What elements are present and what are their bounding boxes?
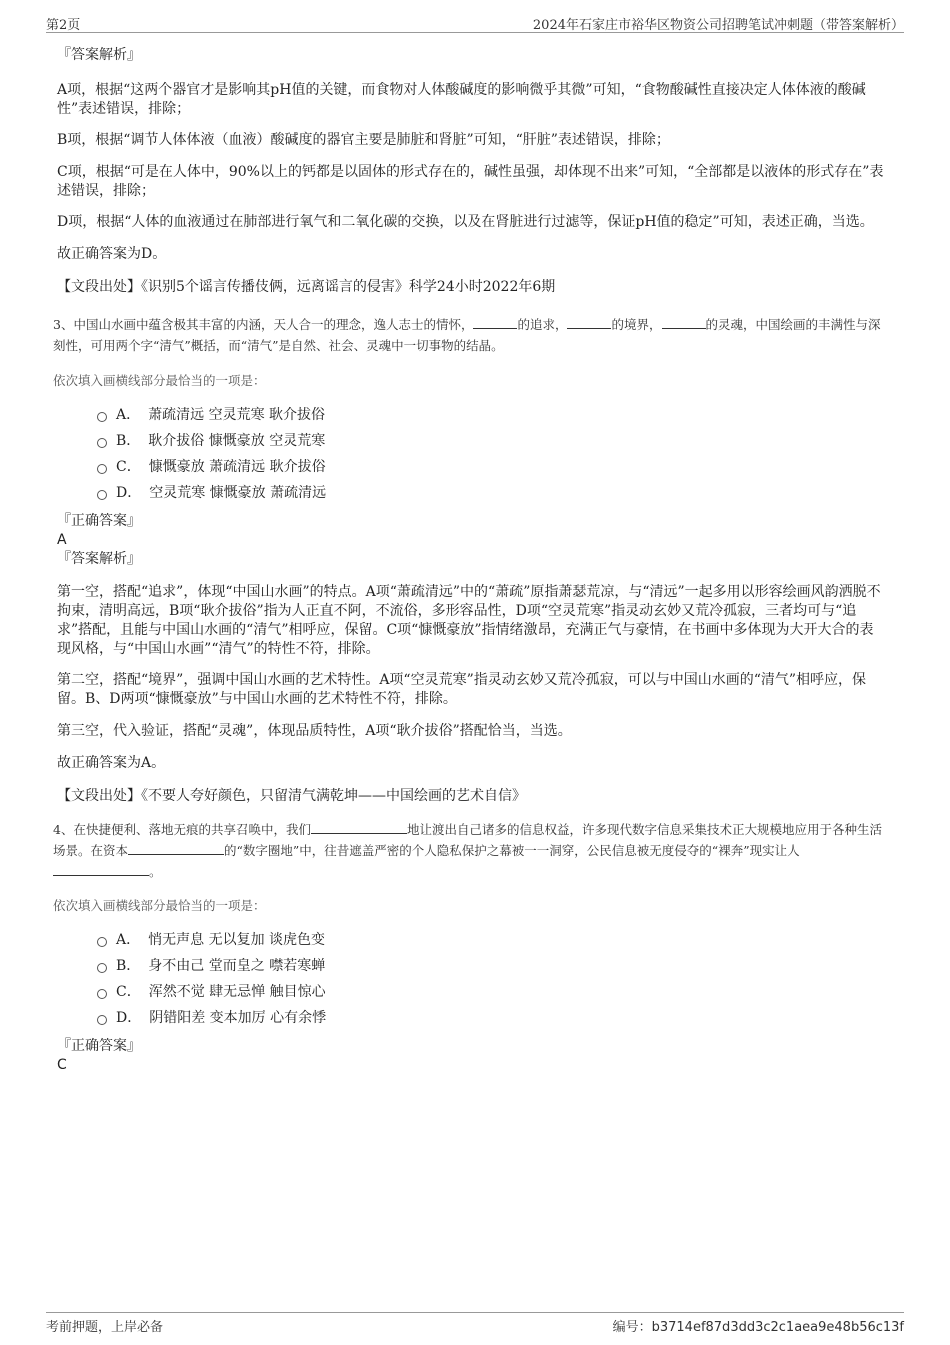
radio-icon[interactable]: [97, 1015, 107, 1025]
q4-option-b[interactable]: B． 身不由己 堂而皇之 噤若寒蝉: [97, 953, 887, 979]
page-number: 第2页: [46, 18, 81, 33]
document-title: 2024年石家庄市裕华区物资公司招聘笔试冲刺题（带答案解析）: [532, 18, 904, 33]
q2-analysis-label: 『答案解析』: [57, 47, 141, 63]
radio-icon[interactable]: [97, 937, 107, 947]
q4-stem-part3: 的“数字圈地”中，往昔遮盖严密的个人隐私保护之幕被一一洞穿，公民信息被无度侵夺的“裸奔”现实让人: [224, 843, 800, 858]
q4-stem-part2: 地让渡出自己诸多的信息权益，许多现代数字信息采集技术正大规模地应用于各种生活场景。在资本: [53, 822, 882, 858]
q3-answer: A: [57, 532, 67, 548]
q4-answer-label: 『正确答案』: [57, 1038, 141, 1054]
q3-analysis-label: 『答案解析』: [57, 551, 141, 567]
q3-analysis-2: 第二空，搭配“境界”，强调中国山水画的艺术特性。A项“空灵荒寒”指灵动玄妙又荒冷孤寂，可以与中国山水画的“清气”相呼应，保留。B、D两项“慷慨豪放”与中国山水画的艺术特性不符，排除。: [57, 672, 867, 707]
q3-analysis-1: 第一空，搭配“追求”，体现“中国山水画”的特点。A项“萧疏清远”中的“萧疏”原指萧瑟荒凉，与“清远”一起多用以形容绘画风韵洒脱不拘束，清明高远，B项“耿介拔俗”指为人正直不阿，不流俗，多形容品性，D项“空灵荒寒”指灵动玄妙又荒冷孤寂，三者均可与“追求”搭配，且能与中国山水画的“清气”相呼应，保留。C项“慷慨豪放”指情绪激昂，充满正气与豪情，在书画中多体现为大开大合的表现风格，与“中国山水画”“清气”的特性不符，排除。: [57, 584, 881, 657]
code-value: b3714ef87d3dd3c2c1aea9e48b56c13f: [651, 1320, 904, 1335]
q3-stem-part1: 3、中国山水画中蕴含极其丰富的内涵，天人合一的理念，逸人志士的情怀，: [53, 317, 474, 332]
q4-option-a[interactable]: A． 悄无声息 无以复加 谈虎色变: [97, 927, 887, 953]
page-header: [46, 14, 904, 33]
page-footer: [46, 1312, 904, 1336]
document-code: [613, 1316, 904, 1335]
q2-analysis-d: D项，根据“人体的血液通过在肺部进行氧气和二氧化碳的交换，以及在肾脏进行过滤等，保证pH值的稳定”可知，表述正确，当选。: [57, 214, 874, 230]
q4-blank-1: [311, 821, 407, 834]
q3-analysis-3: 第三空，代入验证，搭配“灵魂”，体现品质特性，A项“耿介拔俗”搭配恰当，当选。: [57, 723, 572, 739]
radio-icon[interactable]: [97, 464, 107, 474]
q3-instruction: 依次填入画横线部分最恰当的一项是：: [53, 373, 266, 388]
q2-analysis-a: A项，根据“这两个器官才是影响其pH值的关键，而食物对人体酸碱度的影响微乎其微”可知，“食物酸碱性直接决定人体体液的酸碱性”表述错误，排除；: [57, 82, 866, 117]
q3-blank-2: [567, 316, 611, 329]
q4-stem-part4: 。: [149, 864, 162, 879]
q3-stem-part4: 的灵魂，中国绘画的丰满性与深刻性，可用两个字“清气”概括，而“清气”是自然、社会、灵魂中一切事物的结晶。: [53, 317, 881, 353]
radio-icon[interactable]: [97, 989, 107, 999]
q4-options: [97, 927, 887, 1031]
footer-slogan: 考前押题，上岸必备: [46, 1320, 164, 1335]
q3-stem-part3: 的境界，: [611, 317, 662, 332]
radio-icon[interactable]: [97, 438, 107, 448]
q3-source: 【文段出处】《不要人夸好颜色，只留清气满乾坤——中国绘画的艺术自信》: [57, 788, 526, 804]
q3-blank-3: [662, 316, 706, 329]
q3-stem-part2: 的追求，: [517, 317, 568, 332]
q3-blank-1: [473, 316, 517, 329]
q3-option-c[interactable]: C． 慷慨豪放 萧疏清远 耿介拔俗: [97, 454, 887, 480]
q3-conclusion: 故正确答案为A。: [57, 755, 166, 771]
q4-blank-2: [128, 842, 224, 855]
q3-option-d[interactable]: D． 空灵荒寒 慷慨豪放 萧疏清远: [97, 480, 887, 506]
q3-option-a[interactable]: A． 萧疏清远 空灵荒寒 耿介拔俗: [97, 402, 887, 428]
q4-instruction: 依次填入画横线部分最恰当的一项是：: [53, 898, 266, 913]
q4-stem: [53, 819, 887, 882]
q4-option-d[interactable]: D． 阴错阳差 变本加厉 心有余悸: [97, 1005, 887, 1031]
code-label: 编号：: [612, 1320, 652, 1335]
q2-conclusion: 故正确答案为D。: [57, 246, 167, 262]
q2-analysis-c: C项，根据“可是在人体中，90%以上的钙都是以固体的形式存在的，碱性虽强，却体现不出来”可知，“全部都是以液体的形式存在”表述错误，排除；: [57, 164, 884, 199]
q3-stem: [53, 314, 887, 356]
q4-blank-3: [53, 863, 149, 876]
q3-options: [97, 402, 887, 506]
q2-analysis-b: B项，根据“调节人体体液（血液）酸碱度的器官主要是肺脏和肾脏”可知，“肝脏”表述错误，排除；: [57, 132, 670, 148]
radio-icon[interactable]: [97, 490, 107, 500]
radio-icon[interactable]: [97, 963, 107, 973]
q3-option-b[interactable]: B． 耿介拔俗 慷慨豪放 空灵荒寒: [97, 428, 887, 454]
q4-answer: C: [57, 1057, 67, 1073]
q4-option-c[interactable]: C． 浑然不觉 肆无忌惮 触目惊心: [97, 979, 887, 1005]
q3-answer-label: 『正确答案』: [57, 513, 141, 529]
radio-icon[interactable]: [97, 412, 107, 422]
q4-stem-part1: 4、在快捷便利、落地无痕的共享召唤中，我们: [53, 822, 311, 837]
page-content: [53, 44, 887, 1075]
q2-source: 【文段出处】《识别5个谣言传播伎俩，远离谣言的侵害》科学24小时2022年6期: [57, 279, 556, 295]
